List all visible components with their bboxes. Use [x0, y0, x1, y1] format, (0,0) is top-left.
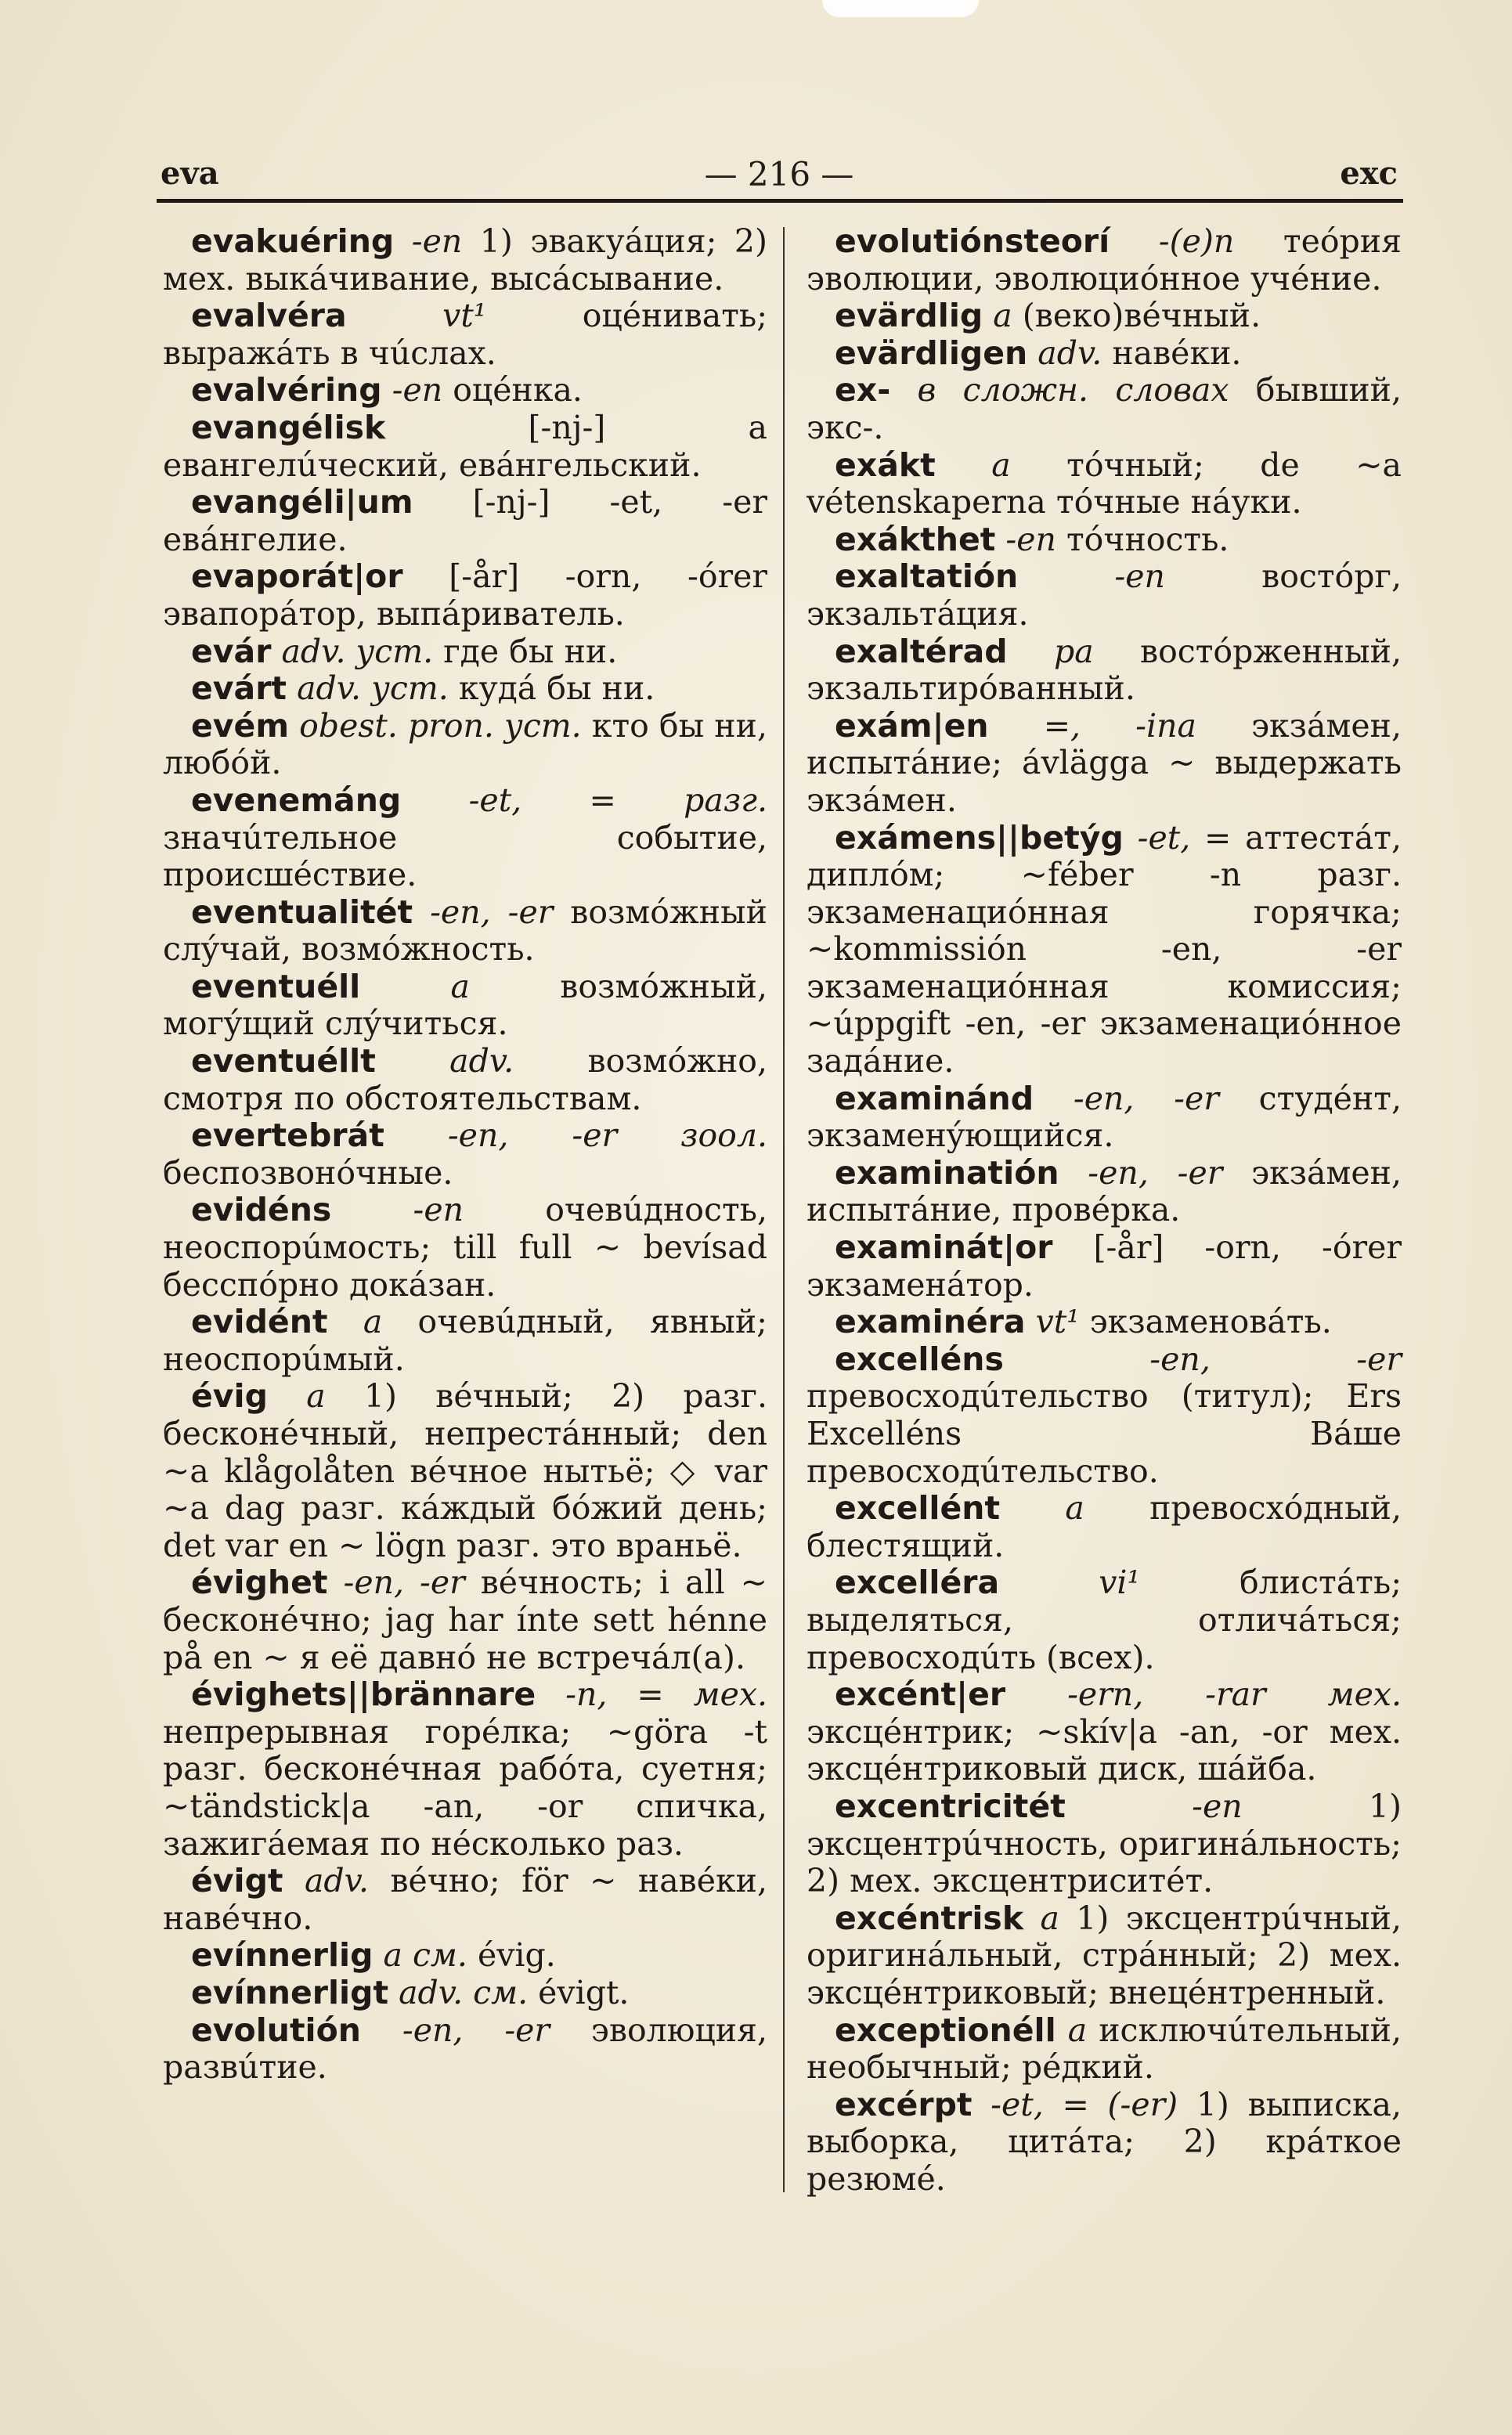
entry-headword: eventualitét: [191, 893, 413, 931]
entry-grammar: adv. уст.: [287, 669, 449, 708]
entry-definition: возмóжно, смотря по обстоятельствам.: [163, 1042, 767, 1117]
entry-headword: évigt: [191, 1862, 283, 1900]
header-rule: [157, 199, 1403, 203]
dictionary-entry: [807, 372, 1402, 446]
entry-headword: excelléns: [835, 1340, 1004, 1378]
entry-definition: беспозвонóчные.: [163, 1153, 453, 1192]
entry-headword: excentricitét: [835, 1787, 1066, 1825]
entry-headword: examinánd: [835, 1079, 1034, 1117]
entry-headword: evidént: [191, 1303, 328, 1341]
entry-grammar: obest. pron. уст.: [289, 706, 582, 745]
entry-definition: востóрг, экзальтáция.: [807, 557, 1402, 633]
entry-headword: evárt: [191, 669, 287, 708]
entry-headword: evertebrát: [191, 1116, 384, 1155]
dictionary-entry: [163, 223, 767, 298]
dictionary-entry: [807, 1900, 1402, 2012]
entry-headword: excéntrisk: [835, 1899, 1024, 1937]
entry-headword: evaporát|or: [191, 557, 403, 596]
dictionary-entry: [807, 2012, 1402, 2087]
entry-headword: examinát|or: [835, 1228, 1053, 1267]
entry-grammar: -(e)n: [1110, 222, 1235, 260]
dictionary-entry: [807, 1676, 1402, 1788]
dictionary-entry: [163, 409, 767, 484]
entry-definition: évig.: [467, 1936, 556, 1975]
entry-grammar: adv. см.: [388, 1973, 529, 2011]
entry-headword: evenemáng: [191, 781, 402, 819]
entry-definition: оцéнивать; выражáть в чúслах.: [163, 297, 768, 372]
entry-grammar: vt¹: [1025, 1303, 1080, 1341]
entry-grammar: -en: [995, 520, 1056, 558]
entry-grammar: =, -ina: [988, 706, 1196, 745]
dictionary-entry: [163, 1937, 767, 1975]
dictionary-entry: [163, 1564, 767, 1676]
entry-definition: 1) эксцентрúчность, оригинáльность; 2) мех. эксцентриситéт.: [807, 1787, 1402, 1900]
entry-grammar: -en, -er: [360, 2011, 550, 2049]
dictionary-entry: [163, 1863, 767, 1937]
entry-headword: évighets||brännare: [191, 1676, 536, 1714]
entry-definition: превосхóдный, блестящий.: [807, 1489, 1402, 1564]
entry-headword: evár: [191, 632, 272, 670]
dictionary-entry: [163, 2012, 767, 2087]
header-right-guideword: exc: [1340, 155, 1398, 192]
dictionary-entry: [163, 1304, 767, 1378]
entry-headword: ex-: [835, 371, 891, 409]
entry-definition: кто бы ни, любóй.: [163, 706, 767, 782]
dictionary-entry: [163, 372, 767, 409]
entry-definition: непрерывная горéлка; ~göra -t разг. бесконéчная рабóта, суетня; ~tändstick|a -an, -or спичка, зажигáемая по нéсколько раз.: [163, 1712, 767, 1863]
entry-headword: evolutiónsteorí: [835, 222, 1110, 260]
dictionary-entry: [807, 1155, 1402, 1229]
entry-grammar: a: [360, 967, 470, 1005]
entry-grammar: vi¹: [999, 1564, 1140, 1602]
entry-headword: evakuéring: [191, 222, 395, 260]
entry-definition: [-nj-] a евангелúческий, евáнгельский.: [163, 408, 767, 484]
dictionary-entry: [163, 1975, 767, 2012]
entry-headword: évighet: [191, 1564, 328, 1602]
dictionary-entry: [807, 1229, 1402, 1304]
entry-grammar: -en, -er: [327, 1564, 465, 1602]
dictionary-entry: [807, 1564, 1402, 1676]
paper-notch: [822, 0, 979, 17]
dictionary-entry: [807, 1490, 1402, 1564]
entry-definition: аттестáт, диплóм; ~féber -n разг. экзаменациóнная горячка; ~kommissión -en, -er экзаменациóнная комиссия; ~úppgift -en, -er экзаменациóнное задáние.: [807, 818, 1402, 1080]
entry-headword: evangéli|um: [191, 483, 413, 521]
entry-grammar: adv.: [283, 1862, 370, 1900]
dictionary-entry: [807, 1080, 1402, 1155]
entry-definition: 1) эксцентрúчный, оригинáльный, стрáнный; 2) мех. эксцéнтриковый; внецéнтренный.: [807, 1899, 1402, 2011]
entry-definition: тóчность.: [1056, 520, 1229, 558]
entry-definition: теóрия эволюции, эволюциóнное учéние.: [807, 222, 1402, 298]
entry-definition: очевúдный, явный; неоспорúмый.: [163, 1303, 767, 1378]
entry-grammar: -en: [381, 371, 443, 409]
entry-headword: exám|en: [835, 706, 989, 745]
entry-headword: evínnerlig: [191, 1936, 373, 1975]
entry-grammar: adv. уст.: [271, 632, 434, 670]
dictionary-entry: [807, 223, 1402, 298]
entry-grammar: a: [1000, 1489, 1084, 1528]
entry-grammar: -en: [1065, 1787, 1243, 1825]
dictionary-entry: [807, 335, 1402, 373]
dictionary-entry: [163, 708, 767, 782]
entry-definition: возмóжный слýчай, возмóжность.: [163, 893, 767, 969]
entry-headword: evangélisk: [191, 408, 386, 446]
entry-definition: исключúтельный, необычный; рéдкий.: [807, 2011, 1402, 2087]
entry-definition: студéнт, экзаменýющийся.: [807, 1079, 1402, 1155]
entry-headword: excelléra: [835, 1564, 1000, 1602]
dictionary-entry: [163, 1117, 767, 1192]
entry-grammar: a: [267, 1377, 326, 1416]
entry-headword: exaltatión: [835, 557, 1019, 596]
entry-grammar: -en: [394, 222, 463, 260]
entry-headword: excérpt: [835, 2085, 973, 2123]
entry-headword: evínnerligt: [191, 1973, 389, 2011]
entry-grammar: vt¹: [346, 297, 487, 335]
entry-grammar: a: [1023, 1899, 1059, 1937]
dictionary-entry: [807, 558, 1402, 633]
entry-grammar: -en: [331, 1191, 464, 1229]
entry-definition: оцéнка.: [442, 371, 583, 409]
entry-headword: evidéns: [191, 1191, 332, 1229]
dictionary-entry: [163, 298, 767, 372]
page-number: — 216 —: [704, 155, 854, 193]
entry-definition: очевúдность, неоспорúмость; till full ~ bevísad бесспóрно докáзан.: [163, 1191, 767, 1304]
entry-grammar: a см.: [373, 1936, 467, 1975]
entry-grammar: -en, -er зоол.: [384, 1116, 767, 1155]
entry-definition: бывший, экс-.: [807, 371, 1402, 446]
entry-headword: eventuéll: [191, 967, 361, 1005]
dictionary-entry: [807, 521, 1402, 559]
entry-grammar: a: [935, 446, 1011, 484]
entry-headword: exaltérad: [835, 632, 1008, 670]
dictionary-entry: [807, 1304, 1402, 1341]
entry-definition: évigt.: [528, 1973, 630, 2011]
entry-definition: блистáть; выделяться, отличáться; превосходúть (всех).: [807, 1564, 1402, 1676]
entry-definition: где бы ни.: [433, 632, 618, 670]
entry-definition: вéчность; i all ~ бесконéчно; jag har ínte sett hénne på en ~ я её давнó не встречáл(а).: [163, 1564, 767, 1676]
entry-grammar: -n, = мех.: [536, 1676, 767, 1714]
entry-grammar: adv.: [1027, 334, 1102, 372]
entry-definition: 1) выписка, выборка, цитáта; 2) крáткое резюмé.: [807, 2085, 1402, 2198]
entry-headword: exákt: [835, 446, 936, 484]
entry-definition: востóрженный, экзальтирóванный.: [807, 632, 1402, 708]
entry-grammar: a: [327, 1303, 383, 1341]
entry-grammar: -et, = (-er): [972, 2085, 1178, 2123]
entry-definition: эволюция, развúтие.: [163, 2011, 767, 2087]
entry-definition: (веко)вéчный.: [1012, 297, 1261, 335]
entry-grammar: a: [983, 297, 1012, 335]
dictionary-entry: [807, 820, 1402, 1080]
entry-headword: évig: [191, 1377, 268, 1416]
entry-definition: эксцéнтрик; ~skív|a -an, -or мех. эксцéнтриковый диск, шáйба.: [807, 1712, 1402, 1788]
entry-grammar: -en: [1018, 557, 1165, 596]
entry-definition: [-nj-] -et, -er евáнгелие.: [163, 483, 767, 558]
entry-definition: превосходúтельство (титул); Ers Excelléns Вáше превосходúтельство.: [807, 1377, 1402, 1490]
entry-definition: вéчно; för ~ навéки, навéчно.: [163, 1862, 767, 1937]
entry-headword: examinéra: [835, 1303, 1026, 1341]
entry-headword: evém: [191, 706, 290, 745]
dictionary-entry: [807, 2087, 1402, 2199]
dictionary-entry: [163, 894, 767, 969]
entry-definition: экзаменовáть.: [1079, 1303, 1332, 1341]
entry-grammar: a: [1056, 2011, 1088, 2049]
entry-definition: возмóжный, могýщий слýчиться.: [163, 967, 767, 1043]
dictionary-entry: [807, 1788, 1402, 1900]
left-column: [163, 223, 767, 2087]
dictionary-entry: [163, 969, 767, 1043]
entry-headword: evalvéring: [191, 371, 382, 409]
entry-definition: 1) эвакуáция; 2) мех. выкáчивание, высáсывание.: [163, 222, 768, 298]
dictionary-entry: [163, 558, 767, 633]
dictionary-entry: [163, 1192, 767, 1304]
entry-headword: exákthet: [835, 520, 996, 558]
entry-definition: [-år] -orn, -órer эвапорáтор, выпáриватель.: [163, 557, 767, 633]
entry-grammar: pa: [1007, 632, 1094, 670]
dictionary-entry: [807, 1341, 1402, 1490]
dictionary-entry: [807, 298, 1402, 335]
entry-definition: навéки.: [1102, 334, 1242, 372]
entry-headword: evolutión: [191, 2011, 361, 2049]
entry-definition: значúтельное событие, происшéствие.: [163, 818, 767, 894]
dictionary-entry: [163, 1043, 767, 1117]
entry-definition: экзáмен, испытáние, провéрка.: [807, 1153, 1402, 1229]
entry-grammar: -et, = разг.: [401, 781, 767, 819]
entry-grammar: -et, =: [1123, 818, 1232, 857]
entry-definition: [-år] -orn, -órer экзаменáтор.: [807, 1228, 1402, 1304]
entry-headword: exceptionéll: [835, 2011, 1056, 2049]
entry-grammar: -en, -er: [1034, 1079, 1219, 1117]
entry-grammar: в сложн. словах: [890, 371, 1229, 409]
page-header: [161, 155, 1398, 202]
entry-definition: экзáмен, испытáние; ávlägga ~ выдержать экзáмен.: [807, 706, 1402, 819]
entry-grammar: -en, -er: [1059, 1153, 1223, 1192]
entry-headword: evalvéra: [191, 297, 347, 335]
header-left-guideword: eva: [161, 155, 219, 192]
entry-headword: eventuéllt: [191, 1042, 376, 1080]
entry-definition: 1) вéчный; 2) разг. бесконéчный, непрестáнный; den ~a klågolåten вéчное нытьё; ◇ var ~a dag разг. кáждый бóжий день; det var en ~ lögn разг. это враньё.: [163, 1377, 767, 1564]
dictionary-entry: [163, 782, 767, 894]
entry-grammar: -en, -er: [413, 893, 554, 931]
entry-grammar: -ern, -rar мех.: [1005, 1676, 1402, 1714]
dictionary-entry: [807, 708, 1402, 820]
entry-headword: exámens||betýg: [835, 818, 1124, 857]
entry-grammar: -en, -er: [1003, 1340, 1402, 1378]
dictionary-entry: [163, 484, 767, 558]
entry-headword: evärdligen: [835, 334, 1028, 372]
dictionary-entry: [163, 670, 767, 708]
column-divider: [783, 227, 785, 2192]
entry-definition: кудá бы ни.: [448, 669, 655, 708]
entry-headword: excellént: [835, 1489, 1001, 1528]
dictionary-entry: [807, 447, 1402, 521]
entry-headword: excént|er: [835, 1676, 1006, 1714]
dictionary-entry: [163, 633, 767, 671]
dictionary-entry: [163, 1676, 767, 1863]
right-column: [807, 223, 1402, 2198]
entry-grammar: adv.: [375, 1042, 514, 1080]
dictionary-entry: [163, 1378, 767, 1564]
entry-headword: evärdlig: [835, 297, 983, 335]
entry-definition: тóчный; de ~a vétenskaperna тóчные нáуки.: [807, 446, 1402, 521]
dictionary-entry: [807, 633, 1402, 708]
entry-headword: examinatión: [835, 1153, 1059, 1192]
